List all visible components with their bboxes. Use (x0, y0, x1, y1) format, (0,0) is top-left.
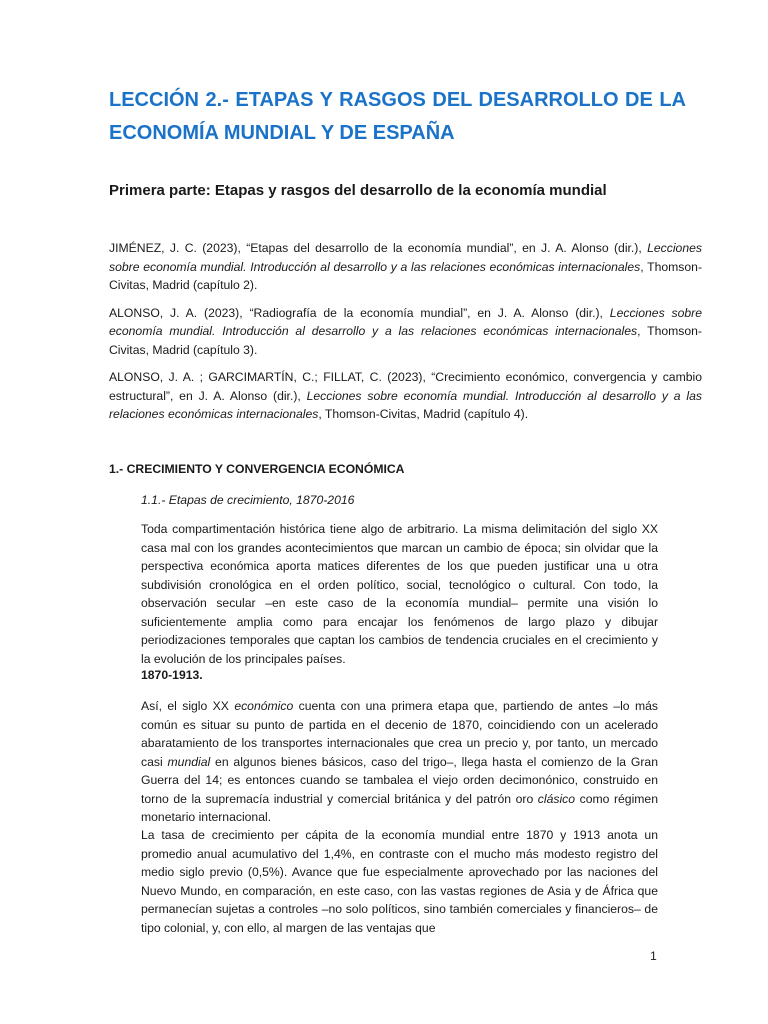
reference-book-title: Lecciones sobre economía mundial. Introducción al desarrollo y a las relaciones económicas internacionales (109, 388, 702, 421)
page-number: 1 (650, 949, 657, 963)
paragraph-emphasis: económico (234, 699, 294, 713)
body-paragraph (141, 697, 658, 827)
reference-book-title: Lecciones sobre economía mundial. Introducción al desarrollo y a las relaciones económicas internacionales (109, 305, 702, 338)
subsection-heading: 1.1.- Etapas de crecimiento, 1870-2016 (141, 493, 355, 507)
paragraph-text: Así, el siglo XX (141, 699, 235, 713)
reference-text: ALONSO, J. A. ; GARCIMARTÍN, C.; FILLAT, C. (2023), “Crecimiento económico, convergencia y cambio estructural”, en J. A. Alonso (dir.), (109, 370, 702, 403)
reference-book-title: Lecciones sobre economía mundial. Introducción al desarrollo y a las relaciones económicas internacionales (109, 241, 702, 274)
body-paragraph: Toda compartimentación histórica tiene algo de arbitrario. La misma delimitación del siglo XX casa mal con los grandes acontecimientos que marcan un cambio de época; sin olvidar que la perspectiva económica aporta matices diferentes de los que pueden justificar una u otra subdivisión cronológica en el orden político, social, tecnológico o cultural. Con todo, la observación secular –en este caso de la economía mundial– permite una visión lo suficientemente amplia como para encajar los fenómenos de largo plazo y dibujar periodizaciones temporales que captan los cambios de tendencia cruciales en el crecimiento y la evolución de los principales países. (141, 522, 658, 666)
paragraph-emphasis: mundial (167, 754, 211, 769)
references-list (109, 239, 702, 433)
period-heading: 1870-1913. (141, 668, 203, 682)
reference-item (109, 239, 702, 295)
reference-text: JIMÉNEZ, J. C. (2023), “Etapas del desarrollo de la economía mundial”, en J. A. Alonso (dir.), (109, 241, 648, 255)
paragraph-text: como régimen monetario internacional. (141, 791, 658, 824)
section-heading: 1.- CRECIMIENTO Y CONVERGENCIA ECONÓMICA (109, 462, 405, 476)
reference-text: , Thomson-Civitas, Madrid (capítulo 3). (109, 324, 702, 357)
reference-item (109, 368, 702, 424)
reference-text: ALONSO, J. A. (2023), “Radiografía de la economía mundial”, en J. A. Alonso (dir.), (109, 305, 610, 320)
reference-text: , Thomson-Civitas, Madrid (capítulo 2). (109, 259, 702, 292)
paragraph-text: cuenta con una primera etapa que, partiendo de antes –lo más común es situar su punto de partida en el decenio de 1870, coincidiendo con un acelerado abaratamiento de los transportes internacionales que crea un precio y, por tanto, un mercado casi (141, 699, 658, 769)
reference-text: , Thomson-Civitas, Madrid (capítulo 4). (318, 407, 529, 421)
reference-item (109, 304, 702, 360)
lesson-title: LECCIÓN 2.- ETAPAS Y RASGOS DEL DESARROLLO DE LA ECONOMÍA MUNDIAL Y DE ESPAÑA (109, 89, 686, 144)
paragraph-emphasis: clásico (537, 791, 576, 806)
body-paragraph: La tasa de crecimiento per cápita de la economía mundial entre 1870 y 1913 anota un promedio anual acumulativo del 1,4%, en contraste con el mucho más modesto registro del medio siglo previo (0,5%). Avance que fue especialmente aprovechado por las naciones del Nuevo Mundo, en comparación, en este caso, con las vastas regiones de Asia y de África que permanecían sujetas a controles –no solo políticos, sino también comerciales y financieros– de tipo colonial, y, con ello, al margen de las ventajas que (141, 828, 658, 935)
part-subtitle: Primera parte: Etapas y rasgos del desarrollo de la economía mundial (109, 182, 607, 199)
paragraph-text: en algunos bienes básicos, caso del trigo–, llega hasta el comienzo de la Gran Guerra del 14; es entonces cuando se tambalea el viejo orden decimonónico, construido en torno de la supremacía industrial y comercial británica y del patrón oro (141, 754, 658, 806)
